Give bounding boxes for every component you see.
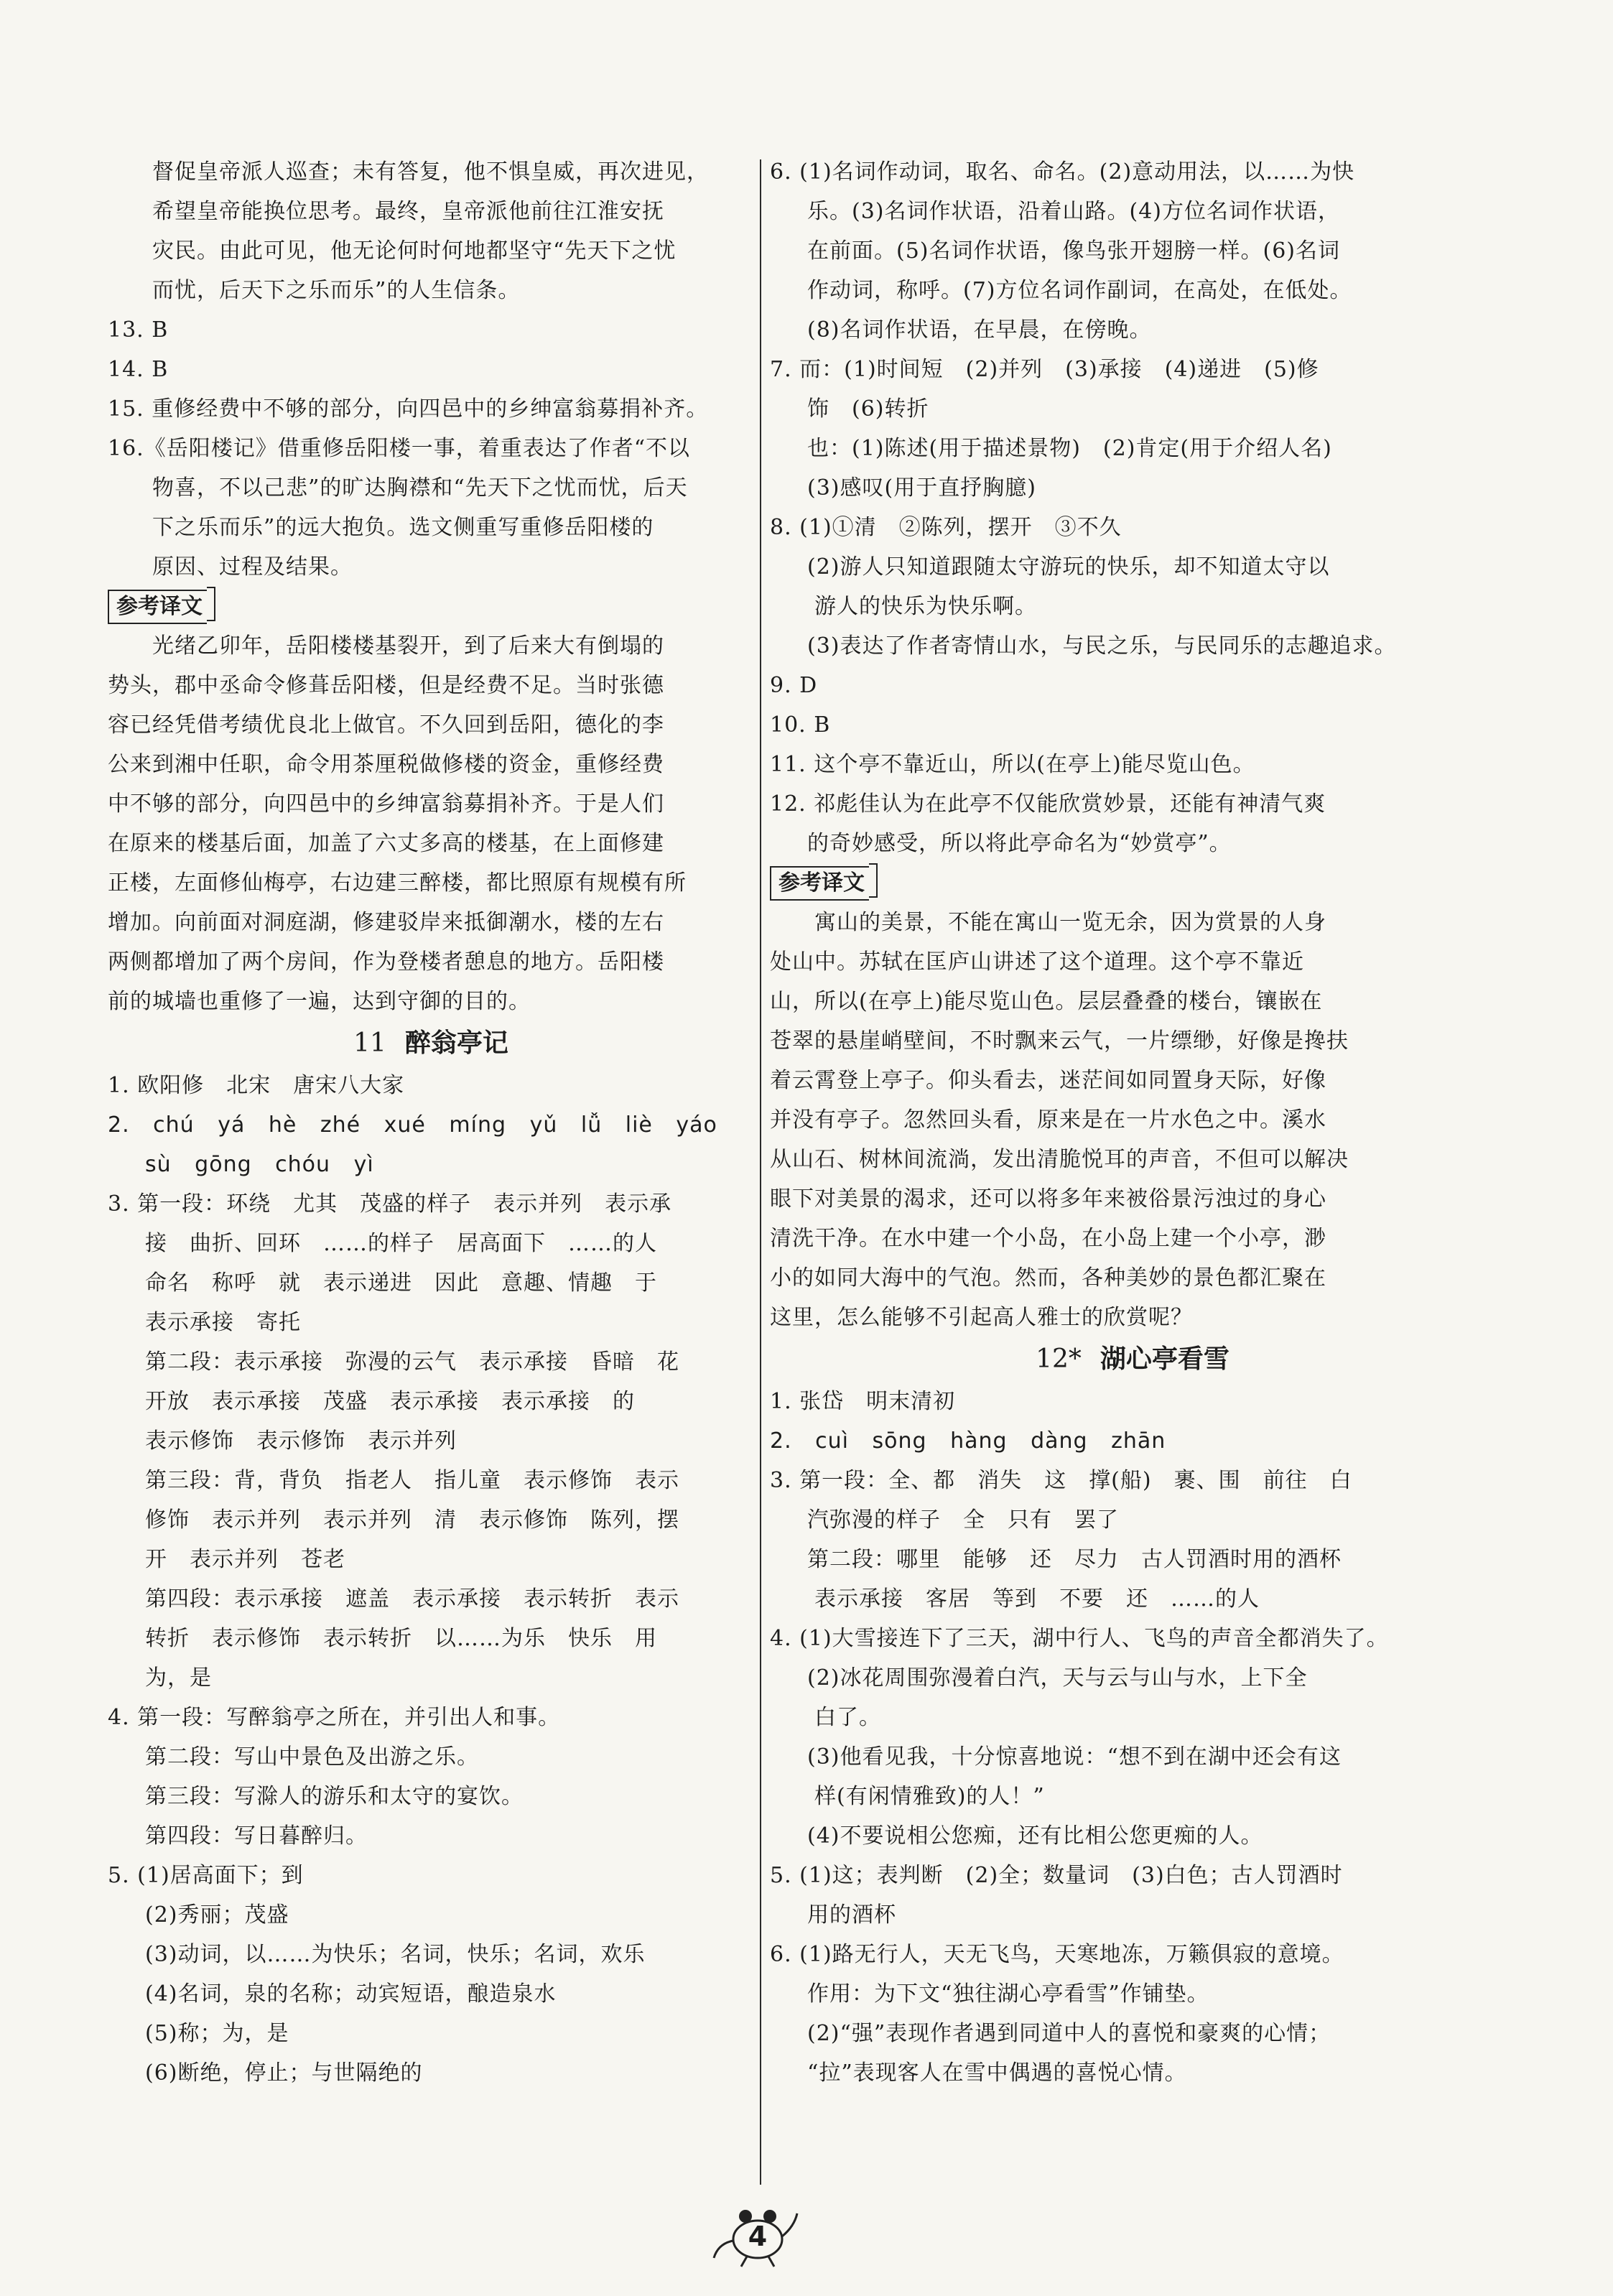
right-column-line: 6. (1)路无行人，天无飞鸟，天寒地冻，万籁俱寂的意境。: [770, 1942, 1344, 1967]
left-column-line: 14. B: [108, 357, 169, 382]
column-divider: [760, 159, 761, 2185]
left-column-line: 第四段：写日暮醉归。: [145, 1823, 368, 1849]
right-column-line: [770, 863, 1495, 903]
left-column-line: 16.《岳阳楼记》借重修岳阳楼一事，着重表达了作者“不以: [108, 436, 691, 461]
left-column-line: 表示承接 寄托: [145, 1310, 301, 1335]
left-column-line: 正楼，左面修仙梅亭，右边建三醉楼，都比照原有规模有所: [108, 870, 687, 896]
right-column-line: 小的如同大海中的气泡。然而，各种美妙的景色都汇聚在: [770, 1265, 1326, 1291]
left-column-line: 4. 第一段：写醉翁亭之所在，并引出人和事。: [108, 1705, 561, 1730]
lesson-number: 12*: [1036, 1344, 1082, 1374]
left-column-line: 15. 重修经费中不够的部分，向四邑中的乡绅富翁募捐补齐。: [108, 396, 709, 422]
left-column-line: 1. 欧阳修 北宋 唐宋八大家: [108, 1073, 405, 1098]
left-column-line: 5. (1)居高面下；到: [108, 1863, 304, 1888]
right-column-line: 饰 (6)转折: [807, 396, 929, 422]
left-column-line: 第四段：表示承接 遮盖 表示承接 表示转折 表示: [145, 1586, 679, 1612]
page-number: 4: [748, 2221, 768, 2252]
right-column-line: (3)感叹(用于直抒胸臆): [807, 475, 1036, 501]
left-column-line: 开 表示并列 苍老: [145, 1547, 345, 1572]
left-column-line: 下之乐而乐”的远大抱负。选文侧重写重修岳阳楼的: [152, 515, 654, 540]
right-column-line: 从山石、树林间流淌，发出清脆悦耳的声音，不但可以解决: [770, 1147, 1349, 1172]
left-column-line: 第三段：背，背负 指老人 指儿童 表示修饰 表示: [145, 1468, 679, 1493]
right-column-line: 8. (1)①清 ②陈列，摆开 ③不久: [770, 515, 1122, 540]
left-column-line: 命名 称呼 就 表示递进 因此 意趣、情趣 于: [145, 1270, 657, 1296]
right-column-line: (3)表达了作者寄情山水，与民之乐，与民同乐的志趣追求。: [807, 633, 1397, 659]
left-column-line: sù gōng chóu yì: [145, 1152, 374, 1177]
left-column-line: 转折 表示修饰 表示转折 以……为乐 快乐 用: [145, 1626, 657, 1651]
right-column-line: 苍翠的悬崖峭壁间，不时飘来云气，一片缥缈，好像是搀扶: [770, 1028, 1349, 1054]
right-column-line: 3. 第一段：全、都 消失 这 撑(船) 裹、围 前往 白: [770, 1468, 1352, 1493]
left-column-line: 表示修饰 表示修饰 表示并列: [145, 1428, 457, 1454]
left-column-line: [108, 587, 754, 626]
lesson-title: 醉翁亭记: [404, 1028, 508, 1058]
right-column-line: 并没有亭子。忽然回头看，原来是在一片水色之中。溪水: [770, 1107, 1326, 1133]
left-column-line: 希望皇帝能换位思考。最终，皇帝派他前往江淮安抚: [152, 199, 664, 224]
left-column-line: 接 曲折、回环 ……的样子 居高面下 ……的人: [145, 1231, 657, 1256]
right-column-line: (2)“强”表现作者遇到同道中人的喜悦和豪爽的心情；: [807, 2021, 1331, 2046]
right-column-line: 11. 这个亭不靠近山，所以(在亭上)能尽览山色。: [770, 752, 1255, 777]
left-column-line: (2)秀丽；茂盛: [145, 1902, 289, 1928]
right-column: [770, 152, 1495, 2093]
right-column-line: 在前面。(5)名词作状语，像鸟张开翅膀一样。(6)名词: [807, 238, 1340, 264]
right-column-line: 游人的快乐为快乐啊。: [814, 594, 1037, 619]
right-column-line: 的奇妙感受，所以将此亭命名为“妙赏亭”。: [807, 831, 1232, 856]
left-column-line: 13. B: [108, 317, 169, 343]
left-column-line: 前的城墙也重修了一遍，达到守御的目的。: [108, 989, 531, 1014]
right-column-line: 样(有闲情雅致)的人！”: [814, 1784, 1045, 1809]
left-column-line: 督促皇帝派人巡查；未有答复，他不惧皇威，再次进见，: [152, 159, 709, 185]
left-column-line: 容已经凭借考绩优良北上做官。不久回到岳阳，德化的李: [108, 712, 664, 738]
right-column-line: 9. D: [770, 673, 818, 698]
left-column-line: 物喜，不以己悲”的旷达胸襟和“先天下之忧而忧，后天: [152, 475, 688, 501]
right-column-line: 用的酒杯: [807, 1902, 896, 1928]
right-column-line: 山，所以(在亭上)能尽览山色。层层叠叠的楼台，镶嵌在: [770, 989, 1323, 1014]
left-column-line: [108, 1021, 754, 1066]
right-column-line: (2)冰花周围弥漫着白汽，天与云与山与水，上下全: [807, 1665, 1308, 1691]
right-column-line: (3)他看见我，十分惊喜地说：“想不到在湖中还会有这: [807, 1744, 1342, 1770]
right-column-line: 乐。(3)名词作状语，沿着山路。(4)方位名词作状语，: [807, 199, 1340, 224]
right-column-line: 作动词，称呼。(7)方位名词作副词，在高处，在低处。: [807, 278, 1352, 303]
right-column-line: 12. 祁彪佳认为在此亭不仅能欣赏妙景，还能有神清气爽: [770, 791, 1326, 817]
lesson-number: 11: [353, 1028, 386, 1058]
left-column-line: (4)名词，泉的名称；动宾短语，酿造泉水: [145, 1981, 557, 2007]
right-column-line: 寓山的美景，不能在寓山一览无余，因为赏景的人身: [770, 910, 1326, 935]
left-column-line: 而忧，后天下之乐而乐”的人生信条。: [152, 278, 521, 303]
left-column-line: 第二段：写山中景色及出游之乐。: [145, 1744, 479, 1770]
right-column-line: 汽弥漫的样子 全 只有 罢了: [807, 1507, 1119, 1533]
left-column-line: 第三段：写滁人的游乐和太守的宴饮。: [145, 1784, 524, 1809]
left-column-line: 公来到湘中任职，命令用茶厘税做修楼的资金，重修经费: [108, 752, 664, 777]
right-column-line: 5. (1)这；表判断 (2)全；数量词 (3)白色；古人罚酒时: [770, 1863, 1343, 1888]
right-column-line: 7. 而：(1)时间短 (2)并列 (3)承接 (4)递进 (5)修: [770, 357, 1319, 382]
right-column-line: 眼下对美景的渴求，还可以将多年来被俗景污浊过的身心: [770, 1186, 1326, 1212]
left-column-line: 第二段：表示承接 弥漫的云气 表示承接 昏暗 花: [145, 1349, 679, 1375]
left-column-line: 光绪乙卯年，岳阳楼楼基裂开，到了后来大有倒塌的: [108, 633, 664, 659]
left-column-line: 修饰 表示并列 表示并列 清 表示修饰 陈列，摆: [145, 1507, 679, 1533]
right-column-line: (4)不要说相公您痴，还有比相公您更痴的人。: [807, 1823, 1263, 1849]
right-column-line: 这里，怎么能够不引起高人雅士的欣赏呢？: [770, 1305, 1193, 1330]
lesson-title: 湖心亭看雪: [1100, 1344, 1229, 1374]
right-column-line: 第二段：哪里 能够 还 尽力 古人罚酒时用的酒杯: [807, 1547, 1342, 1572]
right-column-line: [770, 1337, 1495, 1382]
left-column-line: (3)动词，以……为快乐；名词，快乐；名词，欢乐: [145, 1942, 646, 1967]
right-column-line: 处山中。苏轼在匡庐山讲述了这个道理。这个亭不靠近: [770, 949, 1304, 975]
right-column-line: “拉”表现客人在雪中偶遇的喜悦心情。: [807, 2060, 1187, 2086]
page-number-badge: [704, 2205, 812, 2269]
right-column-line: 6. (1)名词作动词，取名、命名。(2)意动用法，以……为快: [770, 159, 1355, 185]
left-column-line: 原因、过程及结果。: [152, 554, 353, 580]
left-column-line: 开放 表示承接 茂盛 表示承接 表示承接 的: [145, 1389, 635, 1414]
right-column-line: 4. (1)大雪接连下了三天，湖中行人、飞鸟的声音全都消失了。: [770, 1626, 1389, 1651]
left-column-line: 灾民。由此可见，他无论何时何地都坚守“先天下之忧: [152, 238, 677, 264]
left-column-line: 中不够的部分，向四邑中的乡绅富翁募捐补齐。于是人们: [108, 791, 664, 817]
left-column-line: 增加。向前面对洞庭湖，修建驳岸来抵御潮水，楼的左右: [108, 910, 664, 935]
reference-translation-label: 参考译文: [770, 866, 869, 901]
left-column-line: 为，是: [145, 1665, 212, 1691]
left-column-line: (6)断绝，停止；与世隔绝的: [145, 2060, 423, 2086]
right-column-line: 也：(1)陈述(用于描述景物) (2)肯定(用于介绍人名): [807, 436, 1332, 461]
left-column-line: 在原来的楼基后面，加盖了六丈多高的楼基，在上面修建: [108, 831, 664, 856]
right-column-line: 1. 张岱 明末清初: [770, 1389, 956, 1414]
left-column-line: 3. 第一段：环绕 尤其 茂盛的样子 表示并列 表示承: [108, 1191, 672, 1217]
right-column-line: (2)游人只知道跟随太守游玩的快乐，却不知道太守以: [807, 554, 1330, 580]
right-column-line: (8)名词作状语，在早晨，在傍晚。: [807, 317, 1152, 343]
left-column-line: 两侧都增加了两个房间，作为登楼者憩息的地方。岳阳楼: [108, 949, 664, 975]
right-column-line: 表示承接 客居 等到 不要 还 ……的人: [814, 1586, 1260, 1612]
left-column-line: (5)称；为，是: [145, 2021, 289, 2046]
right-column-line: 清洗干净。在水中建一个小岛，在小岛上建一个小亭，渺: [770, 1226, 1326, 1251]
right-column-line: 着云霄登上亭子。仰头看去，迷茫间如同置身天际，好像: [770, 1068, 1326, 1093]
right-column-line: 2. cuì sōng hàng dàng zhān: [770, 1428, 1166, 1454]
left-column-line: 2. chú yá hè zhé xué míng yǔ lǚ liè yáo: [108, 1112, 717, 1138]
reference-translation-label: 参考译文: [108, 590, 207, 624]
left-column: [108, 152, 754, 2093]
right-column-line: 10. B: [770, 712, 831, 738]
right-column-line: 作用：为下文“独往湖心亭看雪”作铺垫。: [807, 1981, 1209, 2007]
left-column-line: 势头，郡中丞命令修葺岳阳楼，但是经费不足。当时张德: [108, 673, 664, 698]
right-column-line: 白了。: [814, 1705, 881, 1730]
